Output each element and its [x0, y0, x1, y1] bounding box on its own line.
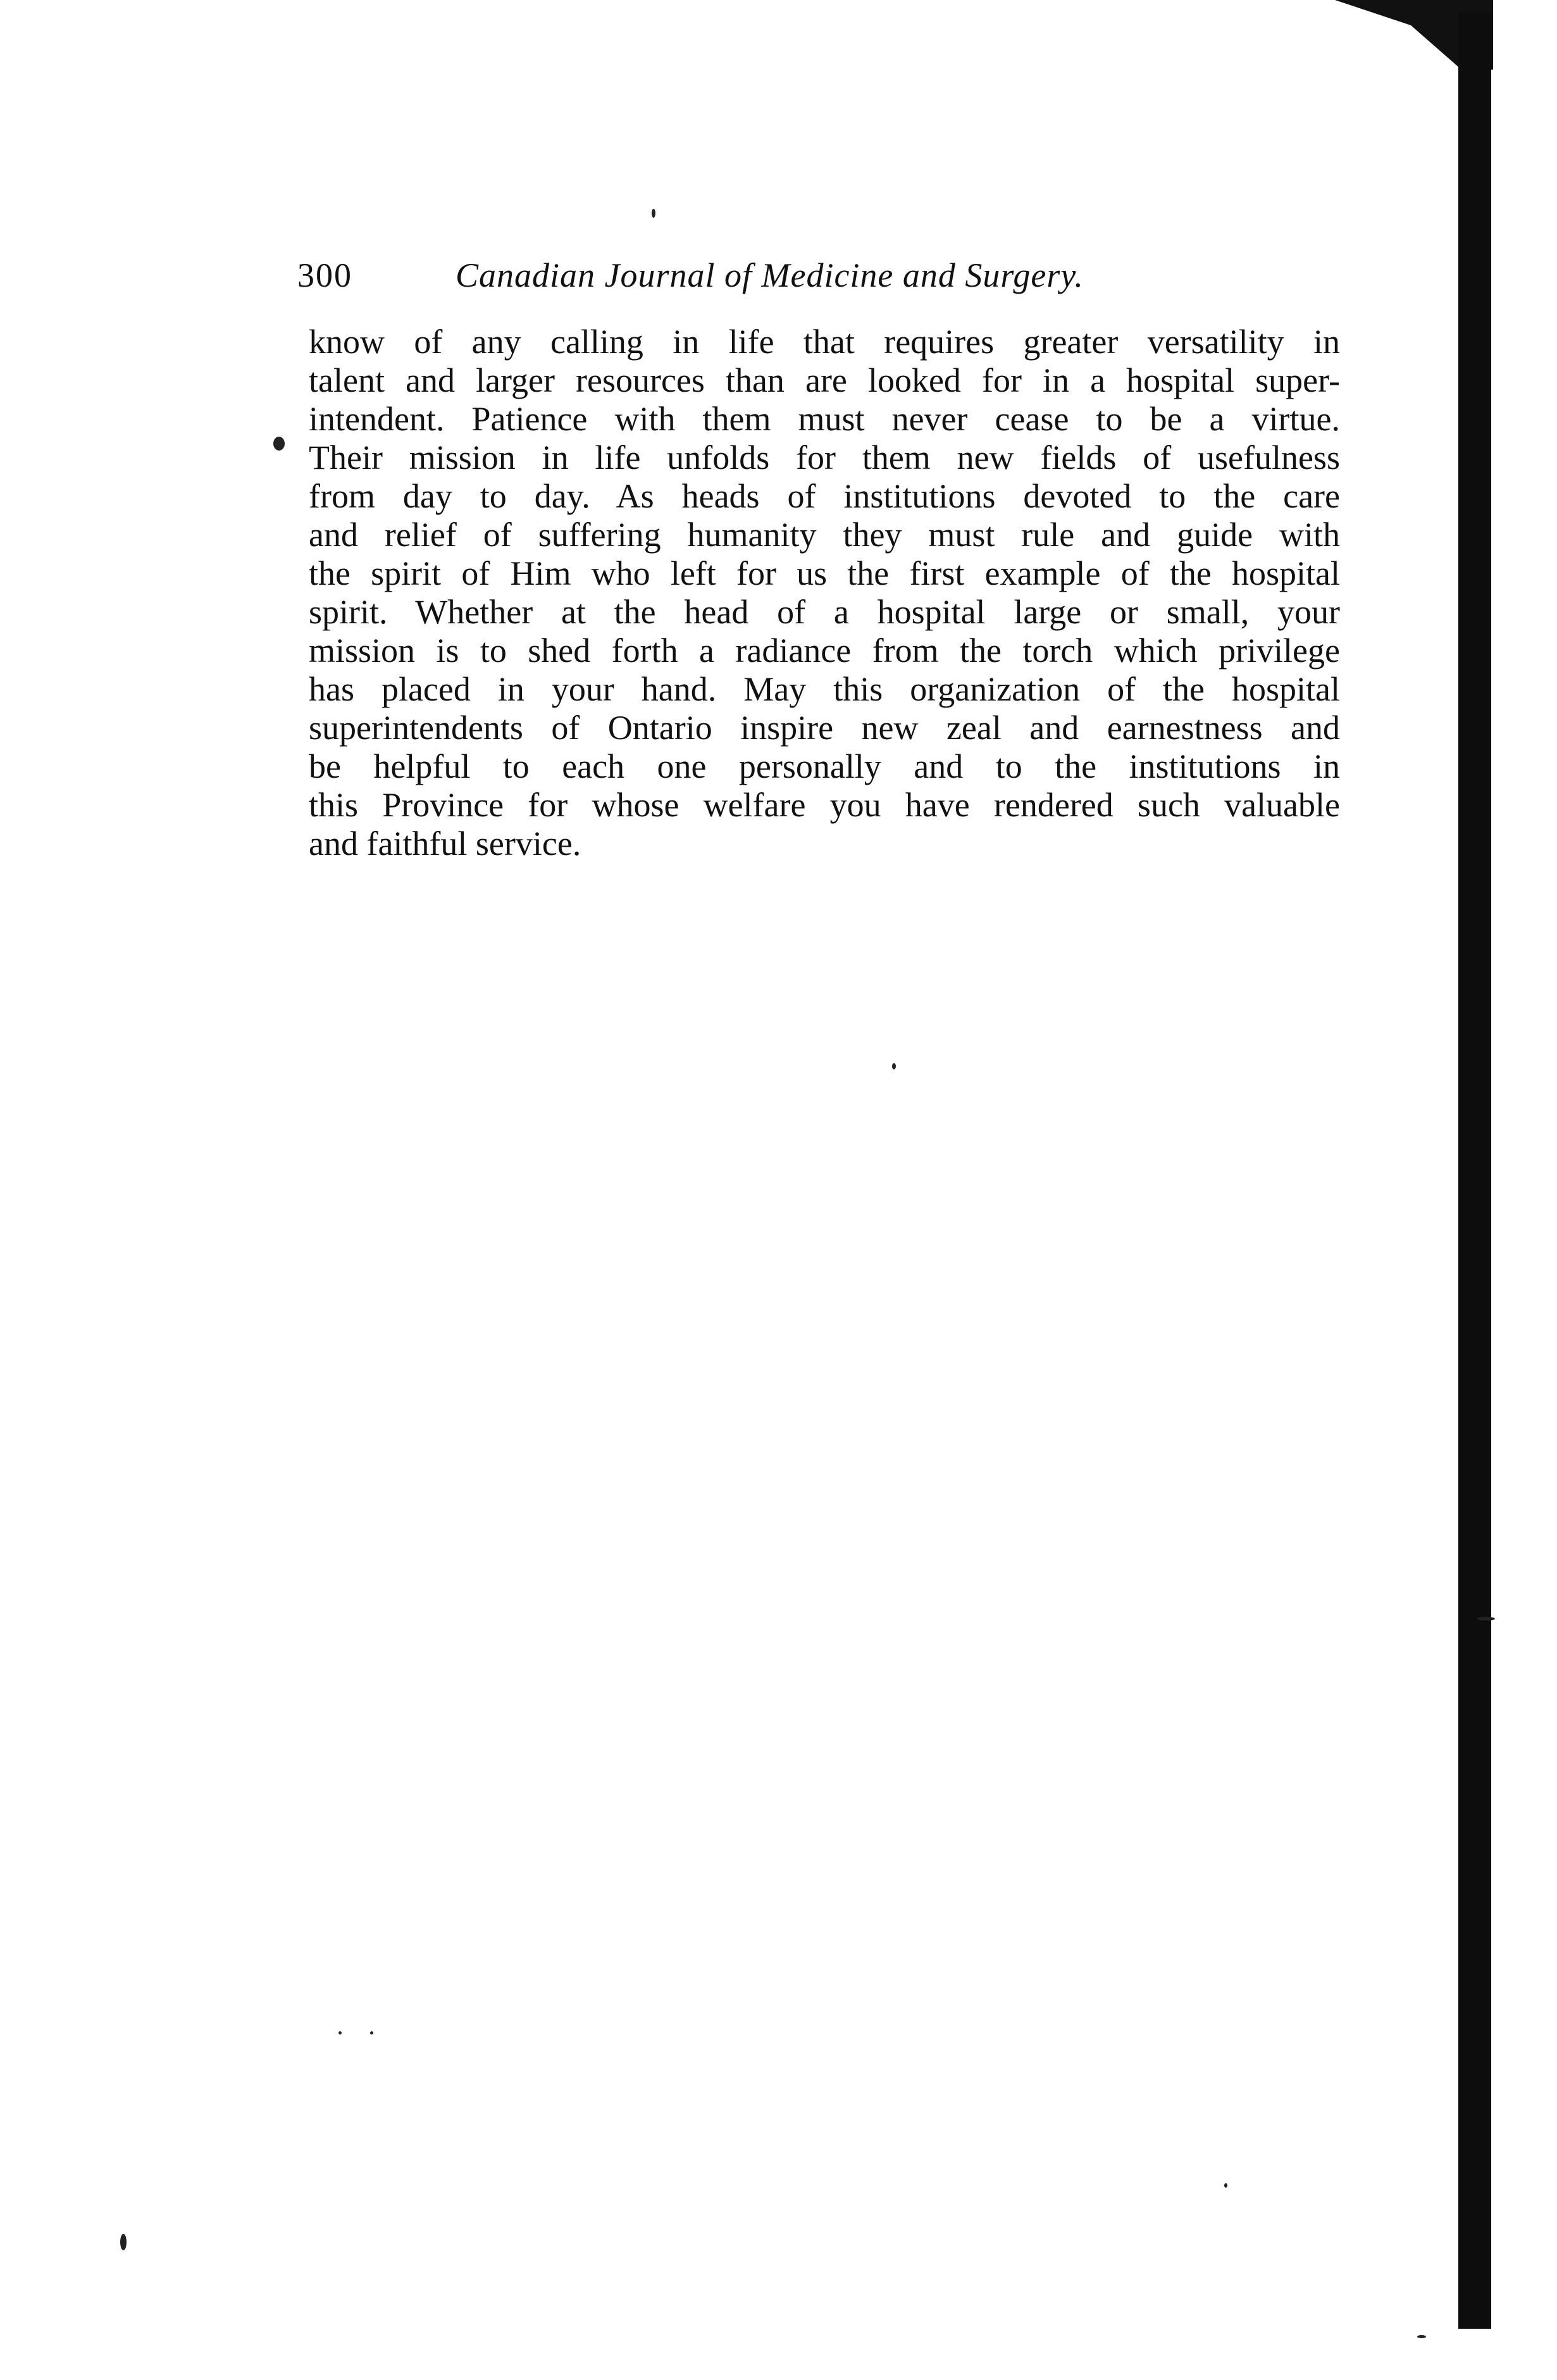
- scan-speck: [652, 209, 655, 218]
- page-number: 300: [297, 256, 352, 294]
- text-line: be helpful to each one personally and to the institutions in: [309, 747, 1340, 785]
- scan-speck: [1417, 2335, 1426, 2338]
- text-line: know of any calling in life that requires greater versatility in: [309, 323, 1340, 361]
- scan-speck: [892, 1063, 896, 1069]
- scan-speck: [273, 437, 285, 451]
- text-line: intendent. Patience with them must never cease to be a virtue.: [309, 400, 1340, 438]
- text-line: from day to day. As heads of institutions devoted to the care: [309, 477, 1340, 515]
- running-head: [297, 250, 1367, 301]
- text-line: spirit. Whether at the head of a hospital large or small, your: [309, 593, 1340, 631]
- scan-speck: [370, 2031, 373, 2034]
- scan-speck: [120, 2234, 127, 2250]
- body-paragraph: [309, 323, 1340, 863]
- text-line: mission is to shed forth a radiance from the torch which privilege: [309, 632, 1340, 670]
- text-line: the spirit of Him who left for us the first example of the hospital: [309, 554, 1340, 592]
- text-line: has placed in your hand. May this organization of the hospital: [309, 670, 1340, 708]
- scan-speck: [338, 2031, 342, 2034]
- text-line: talent and larger resources than are looked for in a hospital super-: [309, 361, 1340, 399]
- text-line: Their mission in life unfolds for them new fields of usefulness: [309, 439, 1340, 477]
- journal-title: Canadian Journal of Medicine and Surgery.: [456, 256, 1084, 294]
- text-line: and faithful service.: [309, 825, 581, 863]
- text-line: and relief of suffering humanity they must rule and guide with: [309, 516, 1340, 554]
- scan-speck: [1224, 2183, 1227, 2188]
- binding-edge: [1458, 13, 1491, 2329]
- text-line: this Province for whose welfare you have rendered such valuable: [309, 786, 1340, 824]
- text-line: superintendents of Ontario inspire new zeal and earnestness and: [309, 709, 1340, 747]
- scan-speck: [1477, 1617, 1495, 1621]
